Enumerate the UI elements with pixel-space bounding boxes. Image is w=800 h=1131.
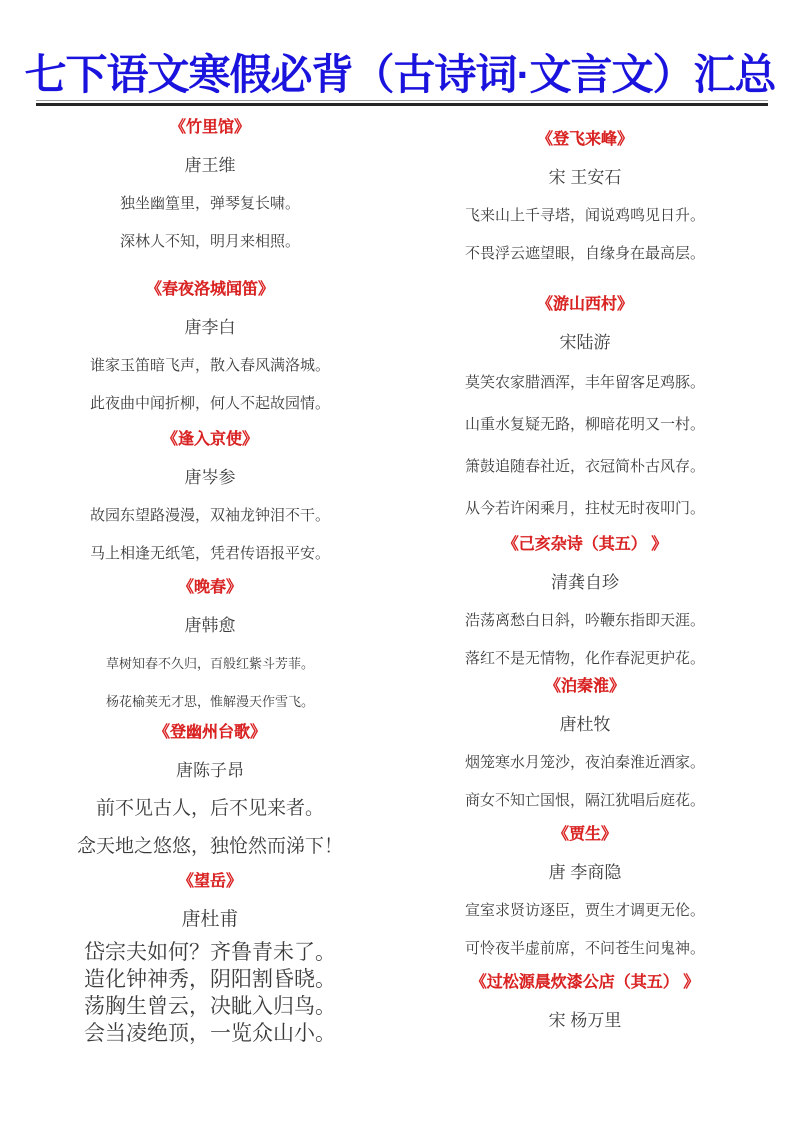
poem-title: 《登飞来峰》: [536, 131, 633, 148]
page-title: 七下语文寒假必背（古诗词·文言文）汇总: [24, 51, 776, 98]
poem-line: 山重水复疑无路，柳暗花明又一村。: [464, 416, 705, 433]
poem-title: 《贾生》: [552, 826, 617, 843]
poem-title: 《晚春》: [177, 579, 242, 596]
poem-author: 宋 杨万里: [548, 1011, 622, 1030]
poem-deng-feilai-feng: [399, 121, 771, 273]
poem-author: 唐杜牧: [559, 715, 611, 734]
poem-title: 《泊秦淮》: [544, 678, 625, 695]
poem-line: 草树知春不久归，百般红紫斗芳菲。: [105, 656, 314, 671]
poem-author: 唐杜甫: [181, 909, 239, 930]
poem-title: 《春夜洛城闻笛》: [145, 281, 274, 298]
poem-line: 落红不是无情物，化作春泥更护花。: [464, 650, 705, 667]
poem-feng-ru-jing-shi: [24, 421, 396, 573]
poem-line: 宣室求贤访逐臣，贾生才调更无伦。: [464, 902, 705, 919]
poem-jihai-zashi: [399, 526, 771, 678]
poem-line: 荡胸生曾云，决眦入归鸟。: [84, 995, 336, 1018]
poem-author: 唐 李商隐: [548, 863, 622, 882]
poem-line: 浩荡离愁白日斜，吟鞭东指即天涯。: [464, 612, 705, 629]
poem-author: 唐李白: [184, 318, 236, 337]
poem-author: 清龚自珍: [551, 573, 619, 592]
poem-line: 念天地之悠悠，独怆然而涕下！: [76, 836, 343, 857]
poem-title: 《过松源晨炊漆公店（其五） 》: [470, 974, 700, 991]
poem-title: 《登幽州台歌》: [153, 724, 266, 741]
poem-line: 造化钟神秀，阴阳割昏晓。: [84, 968, 336, 991]
poem-guo-songyuan-chenchui-qigongdian: [399, 964, 771, 1040]
poem-line: 马上相逢无纸笔，凭君传语报平安。: [89, 545, 330, 562]
poem-line: 商女不知亡国恨，隔江犹唱后庭花。: [464, 792, 705, 809]
poem-line: 可怜夜半虚前席，不问苍生问鬼神。: [464, 940, 705, 957]
poem-line: 故园东望路漫漫，双袖龙钟泪不干。: [89, 507, 330, 524]
poem-line: 烟笼寒水月笼沙，夜泊秦淮近酒家。: [464, 754, 705, 771]
poem-you-shanxi-cun: [399, 286, 771, 530]
poem-line: 不畏浮云遮望眼，自缘身在最高层。: [464, 245, 705, 262]
poem-zhuliguan: [24, 109, 396, 261]
poem-line: 从今若许闲乘月，拄杖无时夜叩门。: [464, 500, 705, 517]
poem-bo-qinhuai: [399, 668, 771, 820]
poem-author: 唐岑参: [184, 468, 236, 487]
poem-title: 《望岳》: [177, 873, 242, 890]
poem-title: 《逢入京使》: [161, 431, 258, 448]
poem-author: 宋 王安石: [548, 168, 622, 187]
poem-deng-youzhou-tai-ge: [24, 714, 396, 866]
poem-wanchun: [24, 569, 396, 721]
poem-title: 《竹里馆》: [169, 119, 250, 136]
poem-author: 唐陈子昂: [176, 761, 244, 780]
poem-chunye-luocheng-wendi: [24, 271, 396, 423]
poem-wangyue: [24, 863, 396, 1047]
poem-line: 杨花榆荚无才思，惟解漫天作雪飞。: [105, 694, 314, 709]
poem-title: 《己亥杂诗（其五） 》: [502, 536, 668, 553]
poem-line: 独坐幽篁里，弹琴复长啸。: [119, 195, 300, 212]
poem-title: 《游山西村》: [536, 296, 633, 313]
title-divider: [36, 100, 768, 106]
poem-line: 箫鼓追随春社近，衣冠简朴古风存。: [464, 458, 705, 475]
poem-line: 前不见古人，后不见来者。: [95, 798, 324, 819]
poem-line: 深林人不知，明月来相照。: [119, 233, 300, 250]
poem-author: 唐韩愈: [184, 616, 236, 635]
poem-line: 谁家玉笛暗飞声，散入春风满洛城。: [89, 357, 330, 374]
poem-line: 会当凌绝顶，一览众山小。: [84, 1022, 336, 1045]
poem-line: 此夜曲中闻折柳，何人不起故园情。: [89, 395, 330, 412]
poem-line: 莫笑农家腊酒浑，丰年留客足鸡豚。: [464, 374, 705, 391]
poem-author: 唐王维: [184, 156, 236, 175]
poem-line: 岱宗夫如何？齐鲁青未了。: [84, 941, 336, 964]
poem-author: 宋陆游: [559, 333, 611, 352]
poem-jiasheng: [399, 816, 771, 968]
poem-line: 飞来山上千寻塔，闻说鸡鸣见日升。: [464, 207, 705, 224]
